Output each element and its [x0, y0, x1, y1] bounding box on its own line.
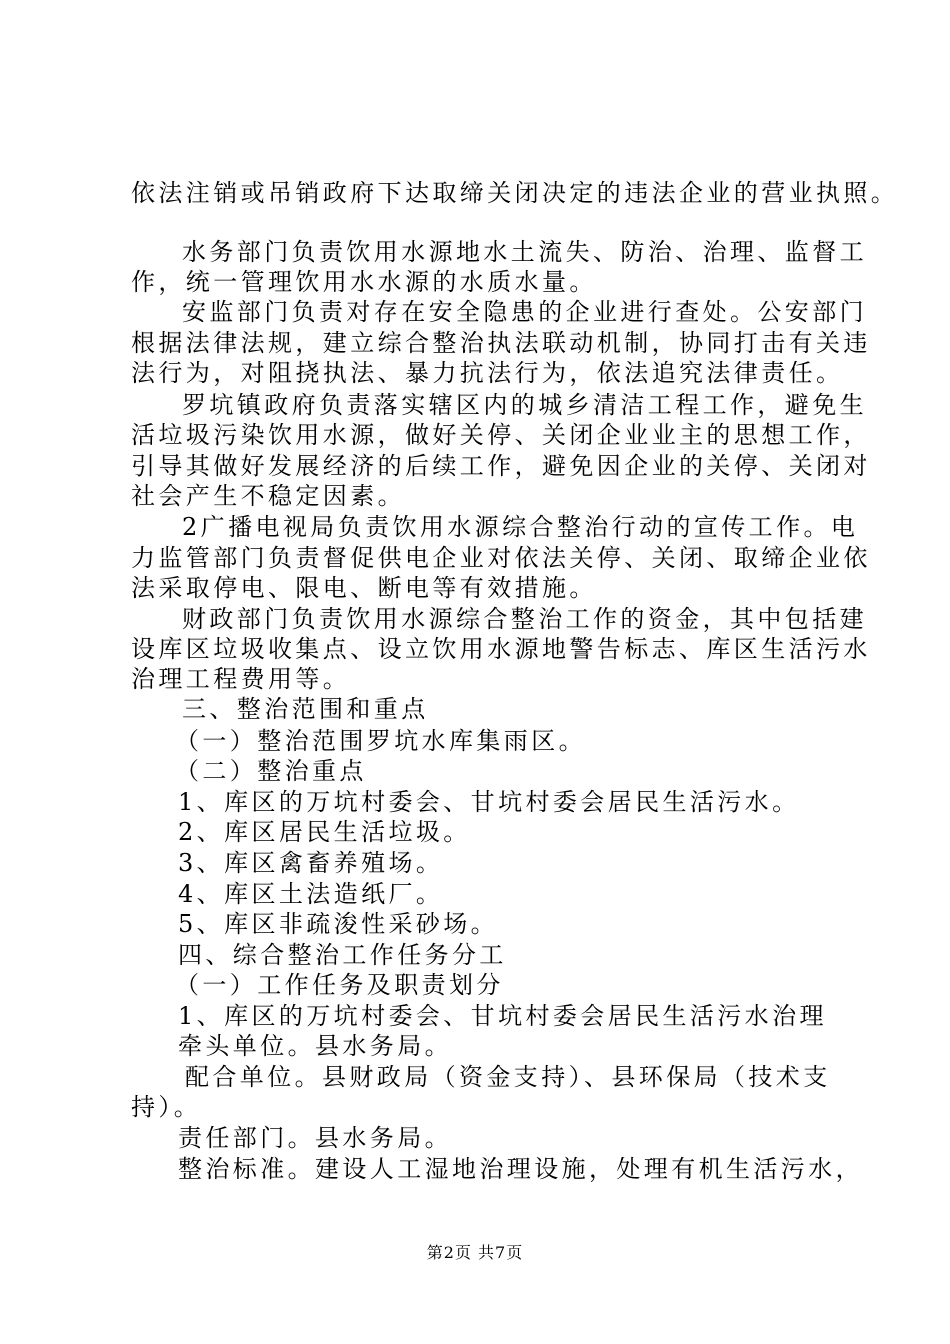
paragraph-line: 活垃圾污染饮用水源，做好关停、关闭企业业主的思想工作，	[131, 421, 871, 449]
paragraph-line: 引导其做好发展经济的后续工作，避免因企业的关停、关闭对	[131, 452, 871, 480]
paragraph-line: 配合单位。县财政局（资金支持）、县环保局（技术支	[185, 1063, 831, 1091]
paragraph-line: 力监管部门负责督促供电企业对依法关停、关闭、取缔企业依	[131, 544, 871, 572]
paragraph-line: 设库区垃圾收集点、设立饮用水源地警告标志、库区生活污水	[131, 635, 871, 663]
paragraph-line: 2广播电视局负责饮用水源综合整治行动的宣传工作。电	[182, 513, 859, 541]
list-item: 3、库区禽畜养殖场。	[178, 849, 444, 877]
paragraph-line: 作，统一管理饮用水水源的水质水量。	[131, 268, 597, 296]
paragraph-line: （二）整治重点	[175, 757, 367, 785]
page-footer: 第2页 共7页	[426, 1243, 524, 1262]
paragraph-line: 持）。	[131, 1093, 202, 1121]
list-item: 4、库区土法造纸厂。	[178, 880, 444, 908]
paragraph-line: 根据法律法规，建立综合整治执法联动机制，协同打击有关违	[131, 329, 871, 357]
paragraph-line: 财政部门负责饮用水源综合整治工作的资金，其中包括建	[182, 605, 867, 633]
paragraph-line: 责任部门。县水务局。	[178, 1124, 452, 1152]
paragraph-line: （一）整治范围罗坑水库集雨区。	[175, 727, 586, 755]
list-item: 2、库区居民生活垃圾。	[178, 818, 471, 846]
paragraph-line: 安监部门负责对存在安全隐患的企业进行查处。公安部门	[182, 298, 867, 326]
list-item: 1、库区的万坑村委会、甘坑村委会居民生活污水。	[178, 788, 800, 816]
section-heading: 四、综合整治工作任务分工	[178, 941, 507, 969]
paragraph-line: 依法注销或吊销政府下达取缔关闭决定的违法企业的营业执照。	[131, 179, 899, 207]
paragraph-line: 罗坑镇政府负责落实辖区内的城乡清洁工程工作，避免生	[182, 391, 867, 419]
paragraph-line: 社会产生不稳定因素。	[131, 482, 405, 510]
paragraph-line: 法行为，对阻挠执法、暴力抗法行为，依法追究法律责任。	[131, 359, 844, 387]
paragraph-line: 牵头单位。县水务局。	[178, 1032, 452, 1060]
section-heading: 三、整治范围和重点	[182, 695, 429, 723]
paragraph-line: 法采取停电、限电、断电等有效措施。	[131, 574, 597, 602]
paragraph-line: 水务部门负责饮用水源地水土流失、防治、治理、监督工	[182, 238, 867, 266]
paragraph-line: （一）工作任务及职责划分	[175, 971, 504, 999]
paragraph-line: 1、库区的万坑村委会、甘坑村委会居民生活污水治理	[178, 1002, 827, 1030]
paragraph-line: 整治标准。建设人工湿地治理设施，处理有机生活污水，	[178, 1155, 863, 1183]
list-item: 5、库区非疏浚性采砂场。	[178, 910, 499, 938]
paragraph-line: 治理工程费用等。	[131, 665, 351, 693]
